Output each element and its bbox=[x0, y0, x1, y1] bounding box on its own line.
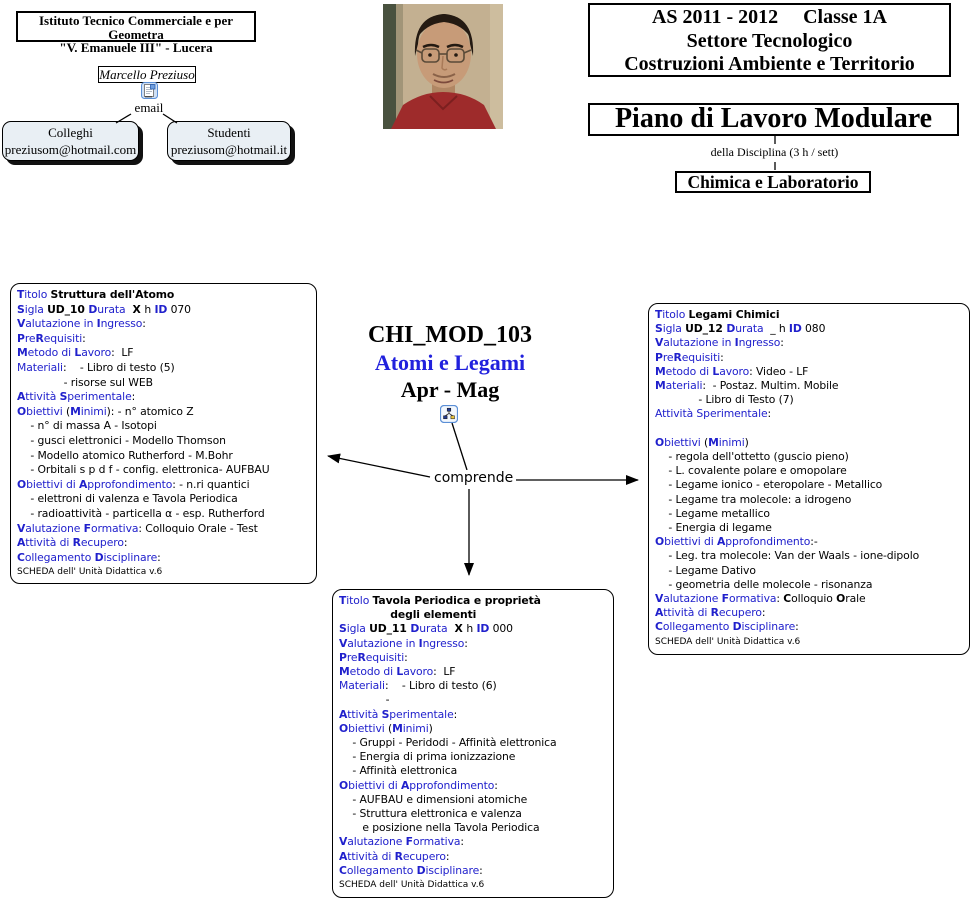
text-line: PreRequisiti: bbox=[339, 650, 408, 664]
text-line: Materiali: - Libro di testo (6) bbox=[339, 679, 497, 693]
institute-box bbox=[16, 11, 256, 55]
text-line: e posizione nella Tavola Periodica bbox=[339, 821, 540, 835]
text-line: PreRequisiti: bbox=[655, 350, 724, 364]
text-line: - n° di massa A - Isotopi bbox=[17, 419, 157, 433]
plan-title-box: Piano di Lavoro Modulare bbox=[588, 103, 959, 136]
unit-box-tavola-periodica bbox=[332, 589, 614, 898]
text-line: - L. covalente polare e omopolare bbox=[655, 464, 847, 478]
text-line: Collegamento Disciplinare: bbox=[17, 550, 161, 564]
connector-label: comprende bbox=[431, 470, 516, 486]
plan-subtitle: della Disciplina (3 h / sett) bbox=[710, 145, 839, 159]
text-line: - Legame Dativo bbox=[655, 563, 756, 577]
contact-studenti-box[interactable] bbox=[167, 121, 291, 161]
module-to-comprende-line bbox=[452, 423, 467, 470]
text-line: Valutazione Formativa: Colloquio Orale bbox=[655, 592, 866, 606]
text-line: Materiali: - Postaz. Multim. Mobile bbox=[655, 379, 839, 393]
text-line: Titolo Struttura dell'Atomo bbox=[17, 288, 175, 301]
text-line: Valutazione in Ingresso: bbox=[17, 317, 146, 331]
institute-name-line1: Istituto Tecnico Commerciale e per Geometra bbox=[39, 13, 233, 42]
text-line: Obiettivi (Minimi) bbox=[655, 435, 749, 449]
text-line: - Modello atomico Rutherford - M.Bohr bbox=[17, 448, 233, 462]
text-line: - Gruppi - Peridodi - Affinità elettronica bbox=[339, 736, 557, 750]
text-line: Sigla UD_10 Durata X h ID 070 bbox=[17, 302, 191, 316]
text-line: - elettroni di valenza e Tavola Periodica bbox=[17, 492, 238, 506]
unit-lines bbox=[339, 594, 610, 878]
class-info-box bbox=[588, 3, 951, 77]
contact-email: preziusom@hotmail.com bbox=[4, 141, 137, 157]
email-compose-icon[interactable] bbox=[141, 82, 158, 99]
text-line: Titolo Legami Chimici bbox=[655, 308, 780, 321]
text-line: Obiettivi di Approfondimento: - n.ri quantici bbox=[17, 477, 250, 491]
text-line: Sigla UD_11 Durata X h ID 000 bbox=[339, 622, 513, 636]
contact-title: Studenti bbox=[207, 125, 251, 140]
author-name: Marcello Preziuso bbox=[99, 67, 195, 82]
text-line: Obiettivi di Approfondimento:- bbox=[655, 535, 818, 549]
arrow-to-left-unit bbox=[328, 456, 430, 477]
text-line: Attività Sperimentale: bbox=[655, 407, 772, 421]
text-line: Attività di Recupero: bbox=[339, 849, 450, 863]
text-line: - regola dell'ottetto (guscio pieno) bbox=[655, 450, 849, 464]
institute-name-line2: "V. Emanuele III" - Lucera bbox=[59, 40, 213, 55]
text-line: - Leg. tra molecole: Van der Waals - ione-dipolo bbox=[655, 549, 920, 563]
unit-footer: SCHEDA dell' Unità Didattica v.6 bbox=[655, 636, 801, 647]
text-line: - Legame ionico - eteropolare - Metallico bbox=[655, 478, 883, 492]
module-code: CHI_MOD_103 bbox=[368, 322, 532, 348]
unit-footer: SCHEDA dell' Unità Didattica v.6 bbox=[17, 567, 163, 578]
text-line: Sigla UD_12 Durata _ h ID 080 bbox=[655, 322, 826, 336]
unit-lines bbox=[655, 308, 966, 635]
text-line: degli elementi bbox=[339, 608, 477, 622]
class-course-line: Costruzioni Ambiente e Territorio bbox=[624, 53, 915, 75]
text-line bbox=[655, 422, 966, 436]
text-line: Attività di Recupero: bbox=[655, 606, 766, 620]
text-line: Obiettivi di Approfondimento: bbox=[339, 778, 498, 792]
text-line: - AUFBAU e dimensioni atomiche bbox=[339, 792, 528, 806]
class-year-line: AS 2011 - 2012 Classe 1A bbox=[651, 6, 887, 28]
subject-box: Chimica e Laboratorio bbox=[675, 171, 871, 193]
text-line: Metodo di Lavoro: LF bbox=[339, 665, 456, 679]
class-sector-line: Settore Tecnologico bbox=[686, 29, 853, 52]
concept-map-icon[interactable] bbox=[440, 405, 458, 423]
text-line: - geometria delle molecole - risonanza bbox=[655, 577, 873, 591]
module-title: Atomi e Legami bbox=[374, 350, 526, 375]
text-line: Valutazione Formativa: Colloquio Orale - Test bbox=[17, 521, 258, 535]
text-line: - Legame metallico bbox=[655, 506, 770, 520]
portrait-photo bbox=[383, 4, 503, 129]
author-name-box bbox=[98, 66, 196, 83]
text-line: - bbox=[339, 693, 390, 707]
text-line: - radioattività - particella α - esp. Rutherford bbox=[17, 506, 265, 520]
text-line: - Libro di Testo (7) bbox=[655, 393, 794, 407]
text-line: - gusci elettronici - Modello Thomson bbox=[17, 433, 226, 447]
text-line: Valutazione in Ingresso: bbox=[655, 336, 784, 350]
text-line: Collegamento Disciplinare: bbox=[339, 863, 483, 877]
text-line: Attività di Recupero: bbox=[17, 536, 128, 550]
unit-box-struttura-atomo bbox=[10, 283, 317, 584]
unit-footer: SCHEDA dell' Unità Didattica v.6 bbox=[339, 880, 485, 891]
text-line: Metodo di Lavoro: LF bbox=[17, 346, 134, 360]
text-line: Collegamento Disciplinare: bbox=[655, 620, 799, 634]
text-line: - Struttura elettronica e valenza bbox=[339, 807, 522, 821]
text-line: - risorse sul WEB bbox=[17, 375, 153, 389]
text-line: Materiali: - Libro di testo (5) bbox=[17, 360, 175, 374]
text-line: Metodo di Lavoro: Video - LF bbox=[655, 364, 809, 378]
text-line: - Energia di prima ionizzazione bbox=[339, 750, 516, 764]
text-line: Obiettivi (Minimi): - n° atomico Z bbox=[17, 404, 194, 418]
text-line: Attività Sperimentale: bbox=[339, 707, 458, 721]
email-label: email bbox=[134, 100, 164, 115]
text-line: - Legame tra molecole: a idrogeno bbox=[655, 492, 852, 506]
text-line: PreRequisiti: bbox=[17, 331, 86, 345]
text-line: Obiettivi (Minimi) bbox=[339, 721, 433, 735]
unit-box-legami-chimici bbox=[648, 303, 970, 655]
unit-lines bbox=[17, 288, 313, 565]
text-line: Titolo Tavola Periodica e proprietà bbox=[339, 594, 541, 607]
text-line: Attività Sperimentale: bbox=[17, 390, 136, 404]
text-line: - Orbitali s p d f - config. elettronica- AUFBAU bbox=[17, 463, 270, 477]
contact-email: preziusom@hotmail.it bbox=[170, 141, 288, 157]
text-line: Valutazione Formativa: bbox=[339, 835, 464, 849]
text-line: Valutazione in Ingresso: bbox=[339, 636, 468, 650]
contact-title: Colleghi bbox=[48, 125, 93, 140]
text-line: - Affinità elettronica bbox=[339, 764, 458, 778]
text-line: - Energia di legame bbox=[655, 521, 772, 535]
module-period: Apr - Mag bbox=[400, 377, 500, 402]
contact-colleghi-box[interactable] bbox=[2, 121, 139, 161]
